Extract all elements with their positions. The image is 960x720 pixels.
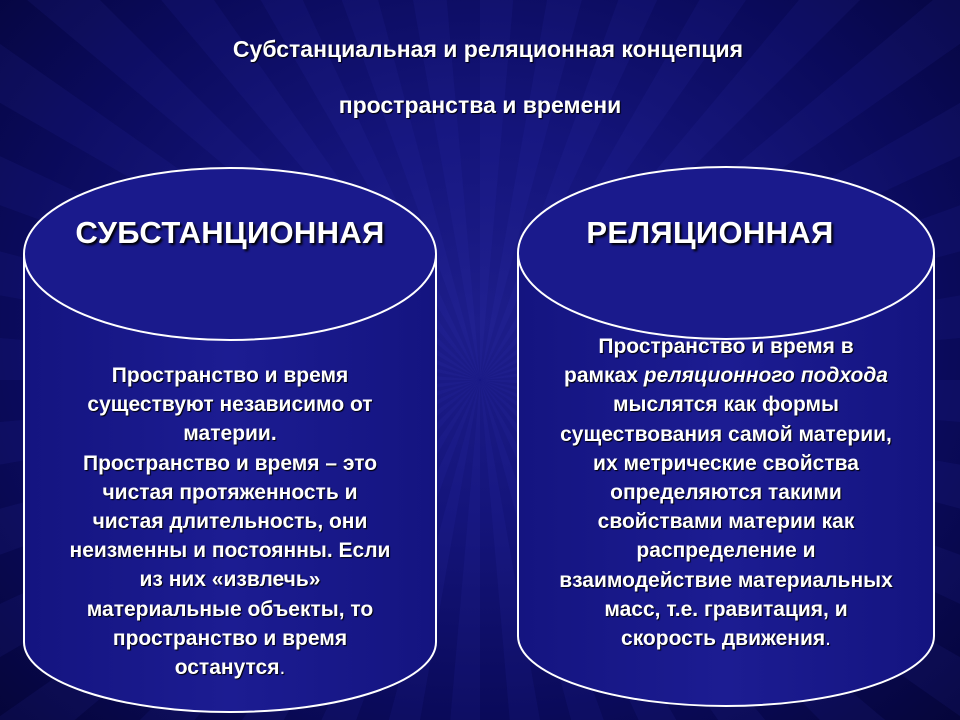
relational-line: Пространство и время в: [598, 335, 854, 358]
substantial-end-period: .: [279, 656, 286, 680]
relational-line: их метрические свойства: [593, 451, 859, 475]
substantial-line: неизменны и постоянны. Если: [69, 539, 391, 563]
substantial-heading: СУБСТАНЦИОННАЯ: [75, 215, 385, 250]
relational-line-last: [520, 624, 932, 653]
substantial-line: материи.: [183, 422, 277, 446]
relational-line: взаимодействие материальных: [559, 568, 893, 592]
slide-title-line-1: Субстанциальная и реляционная концепция: [232, 36, 744, 62]
slide-title-line-2: пространства и времени: [338, 92, 622, 118]
relational-line: существования самой материи,: [560, 422, 892, 446]
substantial-line: Пространство и время – это: [82, 451, 378, 475]
relational-line: распределение и: [636, 539, 816, 563]
relational-description: [520, 332, 932, 653]
substantial-line-last: [25, 653, 435, 682]
substantial-description: [25, 361, 435, 682]
relational-line-with-emphasis: [520, 361, 932, 390]
substantial-line: чистая длительность, они: [92, 510, 368, 534]
relational-line: мыслятся как формы: [613, 393, 839, 417]
relational-line-prefix: рамках: [564, 364, 644, 388]
relational-line: определяются такими: [610, 481, 842, 505]
substantial-line: материальные объекты, то: [86, 597, 374, 621]
substantial-line: пространство и время: [112, 626, 348, 650]
substantial-line: существуют независимо от: [87, 393, 373, 417]
relational-end-period: .: [825, 627, 831, 651]
relational-last-text: скорость движения: [621, 627, 826, 651]
relational-approach-emphasis: реляционного подхода: [643, 364, 888, 388]
substantial-line: Пространство и время: [111, 364, 349, 387]
substantial-line: из них «извлечь»: [139, 568, 321, 592]
substantial-line: чистая протяженность и: [102, 480, 358, 504]
relational-heading: РЕЛЯЦИОННАЯ: [586, 215, 834, 250]
relational-line: масс, т.е. гравитация, и: [604, 597, 848, 621]
relational-line: свойствами материи как: [597, 510, 855, 534]
substantial-last-text: останутся: [174, 656, 280, 680]
